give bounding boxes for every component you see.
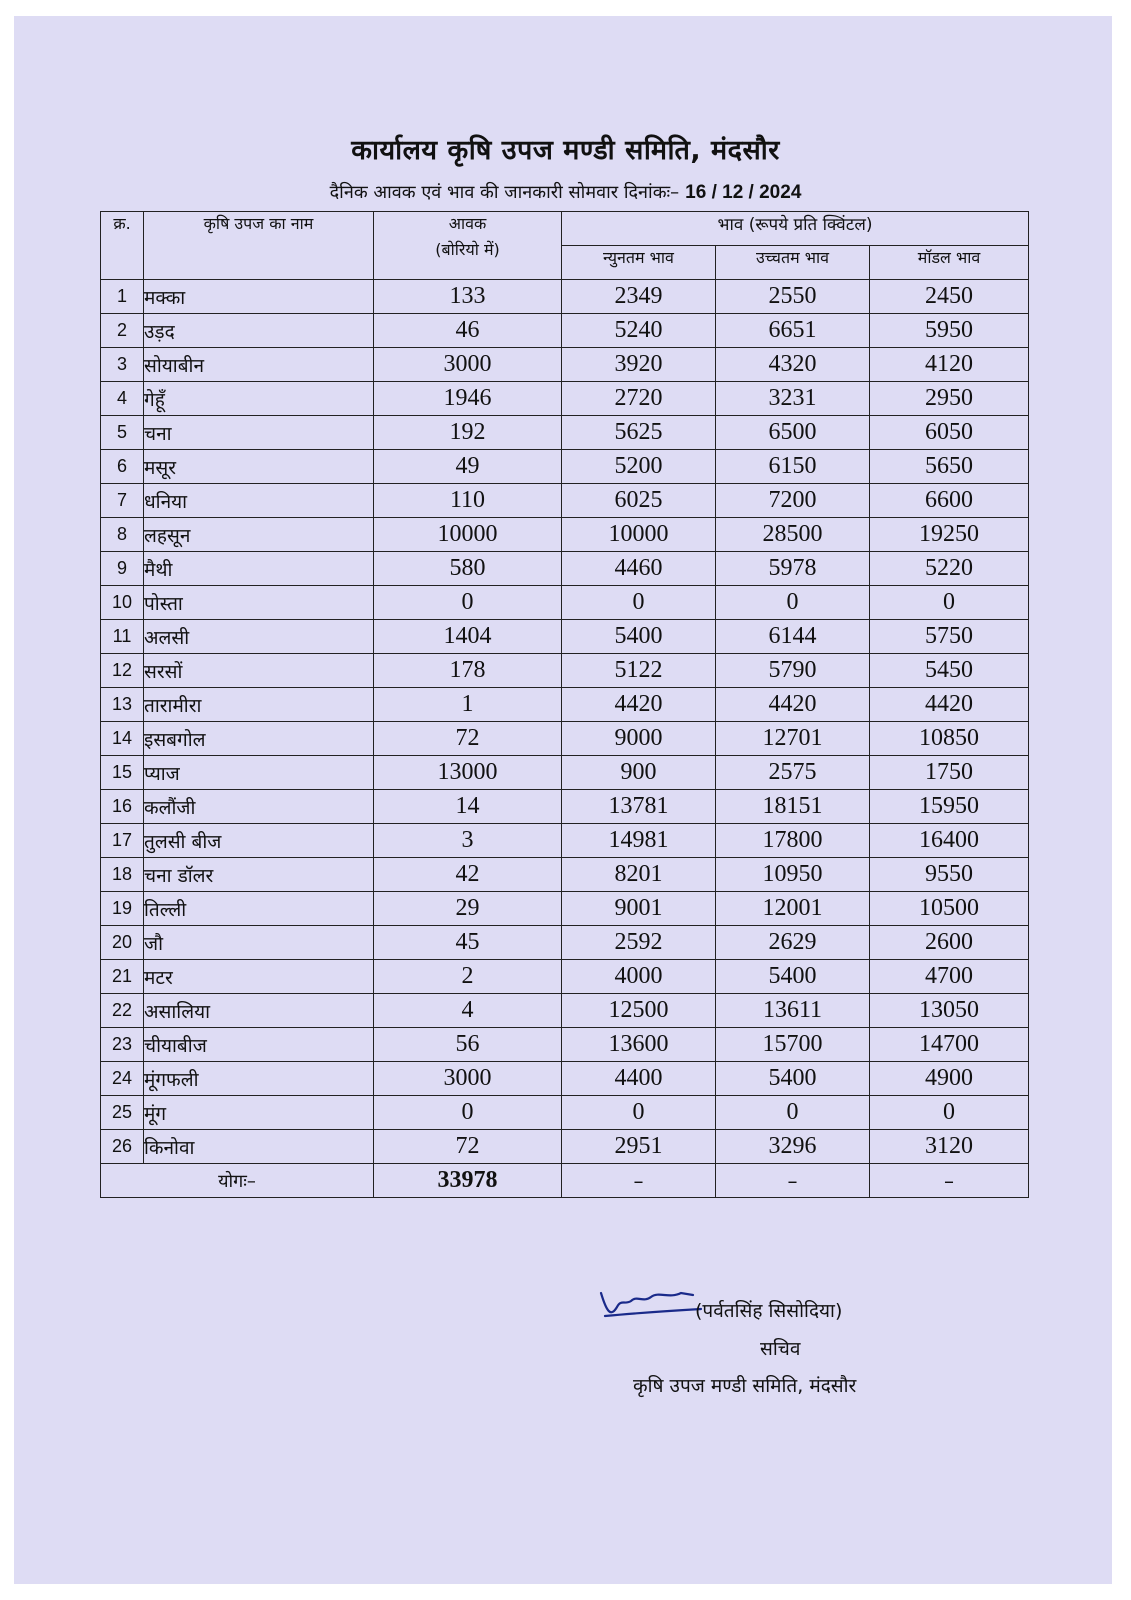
row-modal-price: 19250 xyxy=(870,518,1029,552)
row-crop-name: मूंग xyxy=(144,1096,374,1130)
table-row xyxy=(101,348,1029,382)
row-serial: 7 xyxy=(101,484,144,518)
row-serial: 18 xyxy=(101,858,144,892)
row-crop-name: प्याज xyxy=(144,756,374,790)
table-row xyxy=(101,518,1029,552)
row-crop-name: इसबगोल xyxy=(144,722,374,756)
row-serial: 17 xyxy=(101,824,144,858)
row-max-price: 12701 xyxy=(716,722,870,756)
row-max-price: 6150 xyxy=(716,450,870,484)
row-min-price: 5625 xyxy=(562,416,716,450)
row-max-price: 0 xyxy=(716,586,870,620)
table-row xyxy=(101,280,1029,314)
row-arrival: 14 xyxy=(374,790,562,824)
row-modal-price: 16400 xyxy=(870,824,1029,858)
row-max-price: 5978 xyxy=(716,552,870,586)
row-arrival: 192 xyxy=(374,416,562,450)
table-row xyxy=(101,450,1029,484)
header-serial: क्र. xyxy=(101,212,144,280)
row-crop-name: तिल्ली xyxy=(144,892,374,926)
row-max-price: 2550 xyxy=(716,280,870,314)
signature-graphic xyxy=(597,1283,707,1323)
row-crop-name: चना डॉलर xyxy=(144,858,374,892)
row-max-price: 5790 xyxy=(716,654,870,688)
row-serial: 13 xyxy=(101,688,144,722)
row-modal-price: 6600 xyxy=(870,484,1029,518)
table-row xyxy=(101,620,1029,654)
row-serial: 9 xyxy=(101,552,144,586)
row-arrival: 133 xyxy=(374,280,562,314)
row-modal-price: 5950 xyxy=(870,314,1029,348)
row-arrival: 56 xyxy=(374,1028,562,1062)
row-arrival: 72 xyxy=(374,1130,562,1164)
row-serial: 6 xyxy=(101,450,144,484)
row-modal-price: 5450 xyxy=(870,654,1029,688)
row-arrival: 0 xyxy=(374,586,562,620)
row-crop-name: मक्का xyxy=(144,280,374,314)
row-serial: 20 xyxy=(101,926,144,960)
row-arrival: 178 xyxy=(374,654,562,688)
table-row xyxy=(101,824,1029,858)
header-arrival xyxy=(374,212,562,280)
header-arrival-line2: (बोरियो में) xyxy=(435,240,500,259)
row-modal-price: 4120 xyxy=(870,348,1029,382)
row-crop-name: तुलसी बीज xyxy=(144,824,374,858)
row-arrival: 3 xyxy=(374,824,562,858)
row-arrival: 110 xyxy=(374,484,562,518)
row-modal-price: 4700 xyxy=(870,960,1029,994)
row-min-price: 900 xyxy=(562,756,716,790)
row-max-price: 2575 xyxy=(716,756,870,790)
row-min-price: 2349 xyxy=(562,280,716,314)
header-modal-price: मॉडल भाव xyxy=(870,246,1029,280)
row-min-price: 4420 xyxy=(562,688,716,722)
row-arrival: 10000 xyxy=(374,518,562,552)
row-max-price: 7200 xyxy=(716,484,870,518)
row-modal-price: 0 xyxy=(870,586,1029,620)
table-row xyxy=(101,892,1029,926)
row-max-price: 4420 xyxy=(716,688,870,722)
row-min-price: 10000 xyxy=(562,518,716,552)
row-arrival: 45 xyxy=(374,926,562,960)
table-row xyxy=(101,654,1029,688)
table-row xyxy=(101,552,1029,586)
row-arrival: 4 xyxy=(374,994,562,1028)
row-arrival: 2 xyxy=(374,960,562,994)
row-arrival: 46 xyxy=(374,314,562,348)
row-max-price: 6651 xyxy=(716,314,870,348)
row-serial: 15 xyxy=(101,756,144,790)
row-modal-price: 2450 xyxy=(870,280,1029,314)
row-min-price: 2592 xyxy=(562,926,716,960)
row-crop-name: कलौंजी xyxy=(144,790,374,824)
subtitle-text: दैनिक आवक एवं भाव की जानकारी सोमवार दिनांकः– xyxy=(329,182,680,203)
row-min-price: 5400 xyxy=(562,620,716,654)
row-arrival: 580 xyxy=(374,552,562,586)
row-max-price: 2629 xyxy=(716,926,870,960)
row-min-price: 0 xyxy=(562,1096,716,1130)
row-modal-price: 14700 xyxy=(870,1028,1029,1062)
row-serial: 11 xyxy=(101,620,144,654)
row-crop-name: जौ xyxy=(144,926,374,960)
row-max-price: 17800 xyxy=(716,824,870,858)
row-max-price: 6500 xyxy=(716,416,870,450)
row-crop-name: मैथी xyxy=(144,552,374,586)
signatory-office: कृषि उपज मण्डी समिति, मंदसौर xyxy=(633,1375,857,1397)
total-max-dash: – xyxy=(716,1164,870,1198)
row-serial: 12 xyxy=(101,654,144,688)
table-row xyxy=(101,314,1029,348)
total-min-dash: – xyxy=(562,1164,716,1198)
row-serial: 26 xyxy=(101,1130,144,1164)
row-min-price: 2720 xyxy=(562,382,716,416)
row-arrival: 72 xyxy=(374,722,562,756)
row-crop-name: मटर xyxy=(144,960,374,994)
row-max-price: 6144 xyxy=(716,620,870,654)
table-row xyxy=(101,382,1029,416)
row-min-price: 3920 xyxy=(562,348,716,382)
report-date: 16 / 12 / 2024 xyxy=(685,182,802,203)
row-crop-name: पोस्ता xyxy=(144,586,374,620)
row-modal-price: 1750 xyxy=(870,756,1029,790)
row-crop-name: धनिया xyxy=(144,484,374,518)
row-serial: 25 xyxy=(101,1096,144,1130)
row-crop-name: असालिया xyxy=(144,994,374,1028)
row-min-price: 14981 xyxy=(562,824,716,858)
row-serial: 5 xyxy=(101,416,144,450)
table-row xyxy=(101,1028,1029,1062)
row-crop-name: सरसों xyxy=(144,654,374,688)
row-serial: 22 xyxy=(101,994,144,1028)
row-arrival: 42 xyxy=(374,858,562,892)
row-max-price: 3296 xyxy=(716,1130,870,1164)
row-arrival: 1946 xyxy=(374,382,562,416)
row-arrival: 0 xyxy=(374,1096,562,1130)
table-row xyxy=(101,688,1029,722)
row-max-price: 13611 xyxy=(716,994,870,1028)
document-title: कार्यालय कृषि उपज मण्डी समिति, मंदसौर xyxy=(351,135,780,166)
table-row xyxy=(101,416,1029,450)
row-crop-name: किनोवा xyxy=(144,1130,374,1164)
row-max-price: 15700 xyxy=(716,1028,870,1062)
row-max-price: 5400 xyxy=(716,1062,870,1096)
row-crop-name: लहसून xyxy=(144,518,374,552)
row-min-price: 12500 xyxy=(562,994,716,1028)
row-crop-name: सोयाबीन xyxy=(144,348,374,382)
table-row xyxy=(101,994,1029,1028)
row-min-price: 4400 xyxy=(562,1062,716,1096)
row-max-price: 0 xyxy=(716,1096,870,1130)
row-min-price: 4460 xyxy=(562,552,716,586)
row-min-price: 9000 xyxy=(562,722,716,756)
row-min-price: 5240 xyxy=(562,314,716,348)
total-row xyxy=(101,1164,1029,1198)
row-max-price: 3231 xyxy=(716,382,870,416)
row-serial: 24 xyxy=(101,1062,144,1096)
row-modal-price: 10500 xyxy=(870,892,1029,926)
total-label: योगः– xyxy=(101,1164,374,1198)
row-serial: 23 xyxy=(101,1028,144,1062)
row-arrival: 49 xyxy=(374,450,562,484)
row-crop-name: गेहूँ xyxy=(144,382,374,416)
total-modal-dash: – xyxy=(870,1164,1029,1198)
row-serial: 4 xyxy=(101,382,144,416)
row-min-price: 9001 xyxy=(562,892,716,926)
row-min-price: 5200 xyxy=(562,450,716,484)
row-serial: 16 xyxy=(101,790,144,824)
header-min-price: न्युनतम भाव xyxy=(562,246,716,280)
row-max-price: 18151 xyxy=(716,790,870,824)
table-row xyxy=(101,1130,1029,1164)
row-arrival: 3000 xyxy=(374,1062,562,1096)
row-modal-price: 0 xyxy=(870,1096,1029,1130)
row-max-price: 5400 xyxy=(716,960,870,994)
row-crop-name: तारामीरा xyxy=(144,688,374,722)
row-serial: 2 xyxy=(101,314,144,348)
signatory-designation: सचिव xyxy=(760,1338,801,1360)
row-modal-price: 13050 xyxy=(870,994,1029,1028)
price-table xyxy=(100,211,1029,1198)
row-min-price: 5122 xyxy=(562,654,716,688)
header-arrival-line1: आवक xyxy=(448,214,487,233)
table-row xyxy=(101,1062,1029,1096)
row-serial: 8 xyxy=(101,518,144,552)
row-max-price: 12001 xyxy=(716,892,870,926)
row-modal-price: 6050 xyxy=(870,416,1029,450)
row-modal-price: 2600 xyxy=(870,926,1029,960)
row-min-price: 2951 xyxy=(562,1130,716,1164)
table-row xyxy=(101,790,1029,824)
row-max-price: 4320 xyxy=(716,348,870,382)
table-row xyxy=(101,960,1029,994)
row-min-price: 13600 xyxy=(562,1028,716,1062)
total-arrival: 33978 xyxy=(374,1164,562,1198)
row-modal-price: 5650 xyxy=(870,450,1029,484)
row-modal-price: 5220 xyxy=(870,552,1029,586)
document-subtitle xyxy=(0,180,1131,204)
table-row xyxy=(101,484,1029,518)
row-modal-price: 15950 xyxy=(870,790,1029,824)
row-max-price: 10950 xyxy=(716,858,870,892)
row-arrival: 1 xyxy=(374,688,562,722)
row-arrival: 13000 xyxy=(374,756,562,790)
row-arrival: 29 xyxy=(374,892,562,926)
row-min-price: 4000 xyxy=(562,960,716,994)
row-min-price: 8201 xyxy=(562,858,716,892)
row-crop-name: अलसी xyxy=(144,620,374,654)
row-modal-price: 3120 xyxy=(870,1130,1029,1164)
row-serial: 19 xyxy=(101,892,144,926)
row-arrival: 3000 xyxy=(374,348,562,382)
header-price-group: भाव (रूपये प्रति क्विंटल) xyxy=(562,212,1029,246)
row-crop-name: चीयाबीज xyxy=(144,1028,374,1062)
table-row xyxy=(101,722,1029,756)
row-modal-price: 5750 xyxy=(870,620,1029,654)
header-max-price: उच्चतम भाव xyxy=(716,246,870,280)
row-serial: 3 xyxy=(101,348,144,382)
row-min-price: 13781 xyxy=(562,790,716,824)
table-row xyxy=(101,756,1029,790)
row-max-price: 28500 xyxy=(716,518,870,552)
row-min-price: 0 xyxy=(562,586,716,620)
row-crop-name: चना xyxy=(144,416,374,450)
row-modal-price: 10850 xyxy=(870,722,1029,756)
row-crop-name: मसूर xyxy=(144,450,374,484)
row-modal-price: 4900 xyxy=(870,1062,1029,1096)
row-serial: 14 xyxy=(101,722,144,756)
signatory-name: (पर्वतसिंह सिसोदिया) xyxy=(695,1300,843,1322)
table-row xyxy=(101,858,1029,892)
row-min-price: 6025 xyxy=(562,484,716,518)
row-modal-price: 9550 xyxy=(870,858,1029,892)
table-row xyxy=(101,926,1029,960)
row-modal-price: 4420 xyxy=(870,688,1029,722)
header-crop-name: कृषि उपज का नाम xyxy=(144,212,374,280)
row-modal-price: 2950 xyxy=(870,382,1029,416)
table-row xyxy=(101,586,1029,620)
row-serial: 1 xyxy=(101,280,144,314)
row-crop-name: उड़द xyxy=(144,314,374,348)
row-crop-name: मूंगफली xyxy=(144,1062,374,1096)
row-serial: 21 xyxy=(101,960,144,994)
row-serial: 10 xyxy=(101,586,144,620)
table-row xyxy=(101,1096,1029,1130)
row-arrival: 1404 xyxy=(374,620,562,654)
